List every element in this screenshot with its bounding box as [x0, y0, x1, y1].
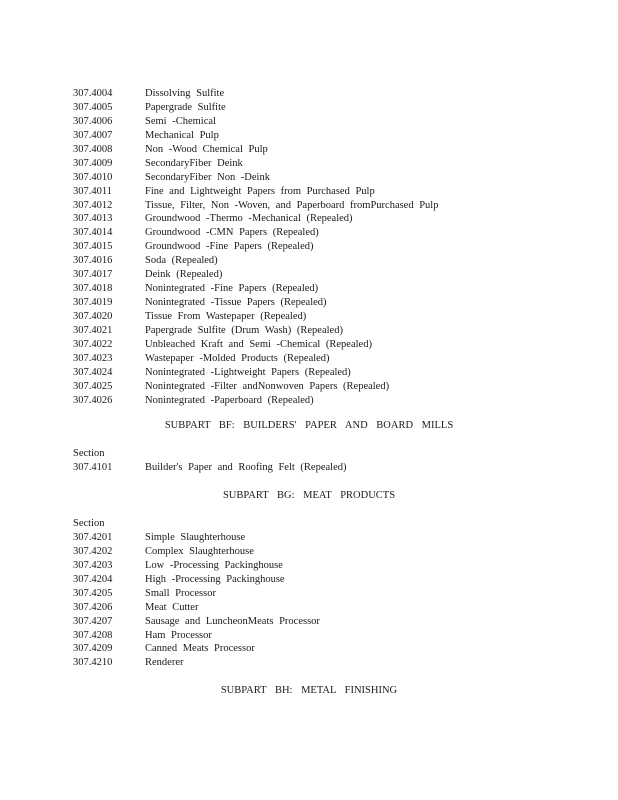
list-item: 307.4209 Canned Meats Processor: [73, 643, 255, 655]
section-list-builders-paper: [73, 447, 347, 475]
list-item: 307.4203 Low -Processing Packinghouse: [73, 559, 283, 571]
list-item: 307.4205 Small Processor: [73, 587, 216, 599]
list-item: 307.4208 Ham Processor: [73, 629, 212, 641]
list-item: 307.4201 Simple Slaughterhouse: [73, 531, 246, 543]
list-item: 307.4206 Meat Cutter: [73, 601, 199, 613]
section-label: Section: [73, 448, 105, 459]
list-item: 307.4202 Complex Slaughterhouse: [73, 545, 254, 557]
list-item: 307.4101 Builder's Paper and Roofing Felt (Repealed): [73, 461, 347, 473]
list-item: 307.4204 High -Processing Packinghouse: [73, 573, 285, 585]
subpart-bf-heading: SUBPART BF: BUILDERS' PAPER AND BOARD MILLS: [164, 420, 454, 431]
section-list-meat-products: [73, 517, 320, 670]
subpart-bh-heading: SUBPART BH: METAL FINISHING: [220, 685, 398, 696]
section-label: Section: [73, 518, 105, 529]
subpart-bg-heading: SUBPART BG: MEAT PRODUCTS: [222, 490, 396, 501]
list-item: 307.4207 Sausage and LuncheonMeats Processor: [73, 615, 320, 627]
list-item: 307.4210 Renderer: [73, 657, 184, 669]
